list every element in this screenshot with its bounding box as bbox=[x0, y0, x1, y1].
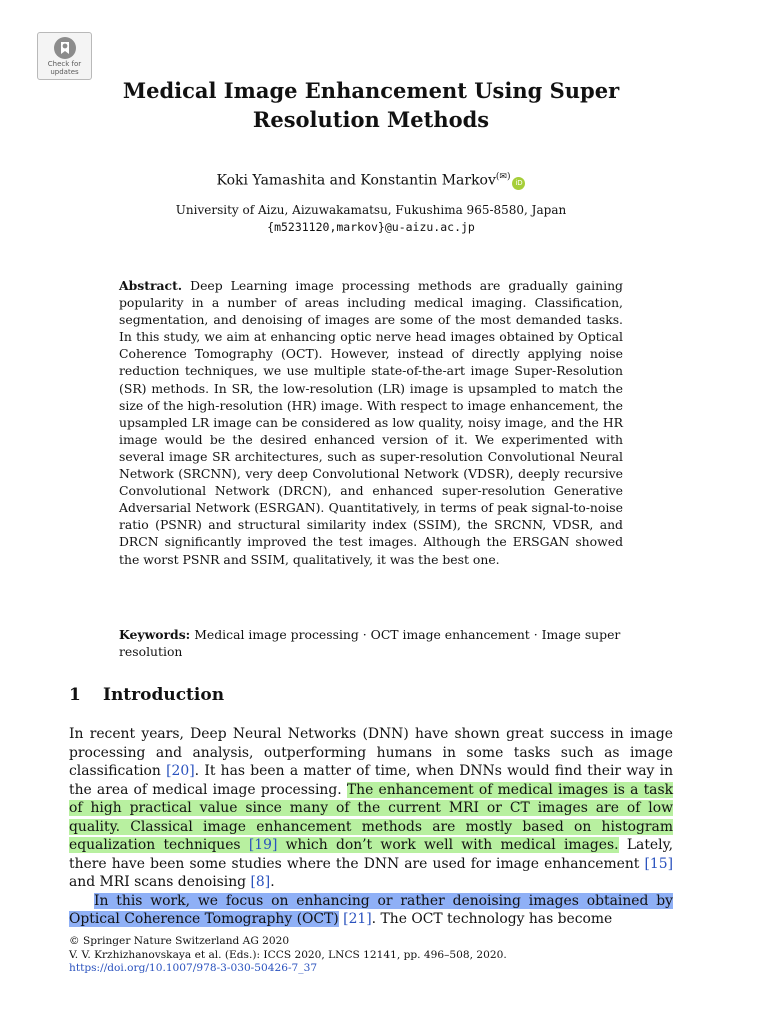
intro-paragraph-1 bbox=[69, 725, 673, 892]
corresponding-mark: (✉) bbox=[495, 172, 511, 182]
badge-line1: Check for bbox=[47, 60, 82, 68]
citation-link-8[interactable]: [8] bbox=[250, 874, 271, 890]
keywords bbox=[119, 626, 623, 660]
orcid-icon[interactable]: iD bbox=[512, 177, 525, 190]
introduction-body bbox=[69, 725, 673, 929]
keywords-label: Keywords: bbox=[119, 627, 191, 642]
citation-link-15[interactable]: [15] bbox=[644, 855, 673, 872]
affiliation-line: University of Aizu, Aizuwakamatsu, Fukushima 965-8580, Japan bbox=[175, 203, 567, 217]
footer bbox=[69, 935, 673, 976]
copyright: © Springer Nature Switzerland AG 2020 bbox=[69, 935, 290, 947]
badge-line2: updates bbox=[50, 68, 79, 76]
doi-link[interactable]: https://doi.org/10.1007/978-3-030-50426-7_37 bbox=[69, 962, 318, 975]
keywords-text: Medical image processing · OCT image enhancement · Image super resolution bbox=[119, 627, 621, 660]
section-number: 1 bbox=[69, 685, 81, 705]
section-title: Introduction bbox=[103, 685, 225, 705]
bookmark-check-icon bbox=[53, 36, 77, 60]
check-for-updates-badge[interactable] bbox=[37, 32, 92, 80]
text-run: . bbox=[270, 874, 275, 890]
title-line1: Medical Image Enhancement Using Super bbox=[122, 78, 620, 103]
email: {m5231120,markov}@u-aizu.ac.jp bbox=[267, 220, 475, 234]
citation-link-21[interactable]: [21] bbox=[343, 911, 372, 927]
authors bbox=[40, 166, 702, 192]
abstract-text: Deep Learning image processing methods are gradually gaining popularity in a number of areas including medical imaging. Classification, segmentation, and denoising of images are some of the most demanded tasks. In this study, we aim at enhancing optic nerve head images obtained by Optical Coherence Tomography (OCT). However, instead of directly applying noise reduction techniques, we use multiple state-of-the-art image Super-Resolution (SR) methods. In SR, the low-resolution (LR) image is upsampled to match the size of the high-resolution (HR) image. With respect to image enhancement, the upsampled LR image can be considered as low quality, noisy image, and the HR image would be the desired enhanced version of it. We experimented with several image SR architectures, such as super-resolution Convolutional Neural Network (SRCNN), very deep Convolutional Network (VDSR), deeply recursive Convolutional Network (DRCN), and enhanced super-resolution Generative Adversarial Network (ESRGAN). Quantitatively, in terms of peak signal-to-noise ratio (PSNR) and structural similarity index (SSIM), the SRCNN, VDSR, and DRCN significantly improved the test images. Although the ERSGAN showed the worst PSNR and SSIM, qualitatively, it was the best one. bbox=[119, 278, 623, 567]
text-run: . It has been a matter of time, when DNNs would find their way in the area of medical image processing. bbox=[69, 763, 674, 798]
paper-title bbox=[40, 76, 702, 134]
text-run: In recent years, Deep Neural Networks (DNN) have shown great success in image processing and analysis, outperforming humans in some tasks such as image classification bbox=[69, 726, 673, 779]
text-run: . The OCT technology has become bbox=[371, 911, 613, 927]
blue-highlight: In this work, we focus on enhancing or rather denoising images obtained by Optical Coherence Tomography (OCT) bbox=[69, 892, 673, 927]
text-run: Lately, there have been some studies where the DNN are used for image enhancement bbox=[69, 837, 674, 872]
citation-info: V. V. Krzhizhanovskaya et al. (Eds.): ICCS 2020, LNCS 12141, pp. 496–508, 2020. bbox=[69, 948, 507, 961]
author-names: Koki Yamashita and Konstantin Markov bbox=[216, 172, 496, 189]
section-heading bbox=[69, 685, 224, 705]
highlight-text: which don’t work well with medical images. bbox=[277, 837, 619, 853]
abstract bbox=[119, 277, 623, 568]
abstract-label: Abstract. bbox=[119, 278, 183, 293]
citation-link-20[interactable]: [20] bbox=[166, 763, 195, 779]
text-run: and MRI scans denoising bbox=[69, 874, 251, 890]
citation-link-19[interactable]: [19] bbox=[248, 837, 278, 853]
title-line2: Resolution Methods bbox=[252, 107, 490, 132]
affiliation bbox=[40, 202, 702, 236]
intro-paragraph-2 bbox=[69, 892, 673, 929]
highlight-text: The enhancement of medical images is a task of high practical value since many of the current MRI or CT images are of low quality. Classical image enhancement methods are mostly based on histogram equalization techniques bbox=[69, 781, 673, 853]
